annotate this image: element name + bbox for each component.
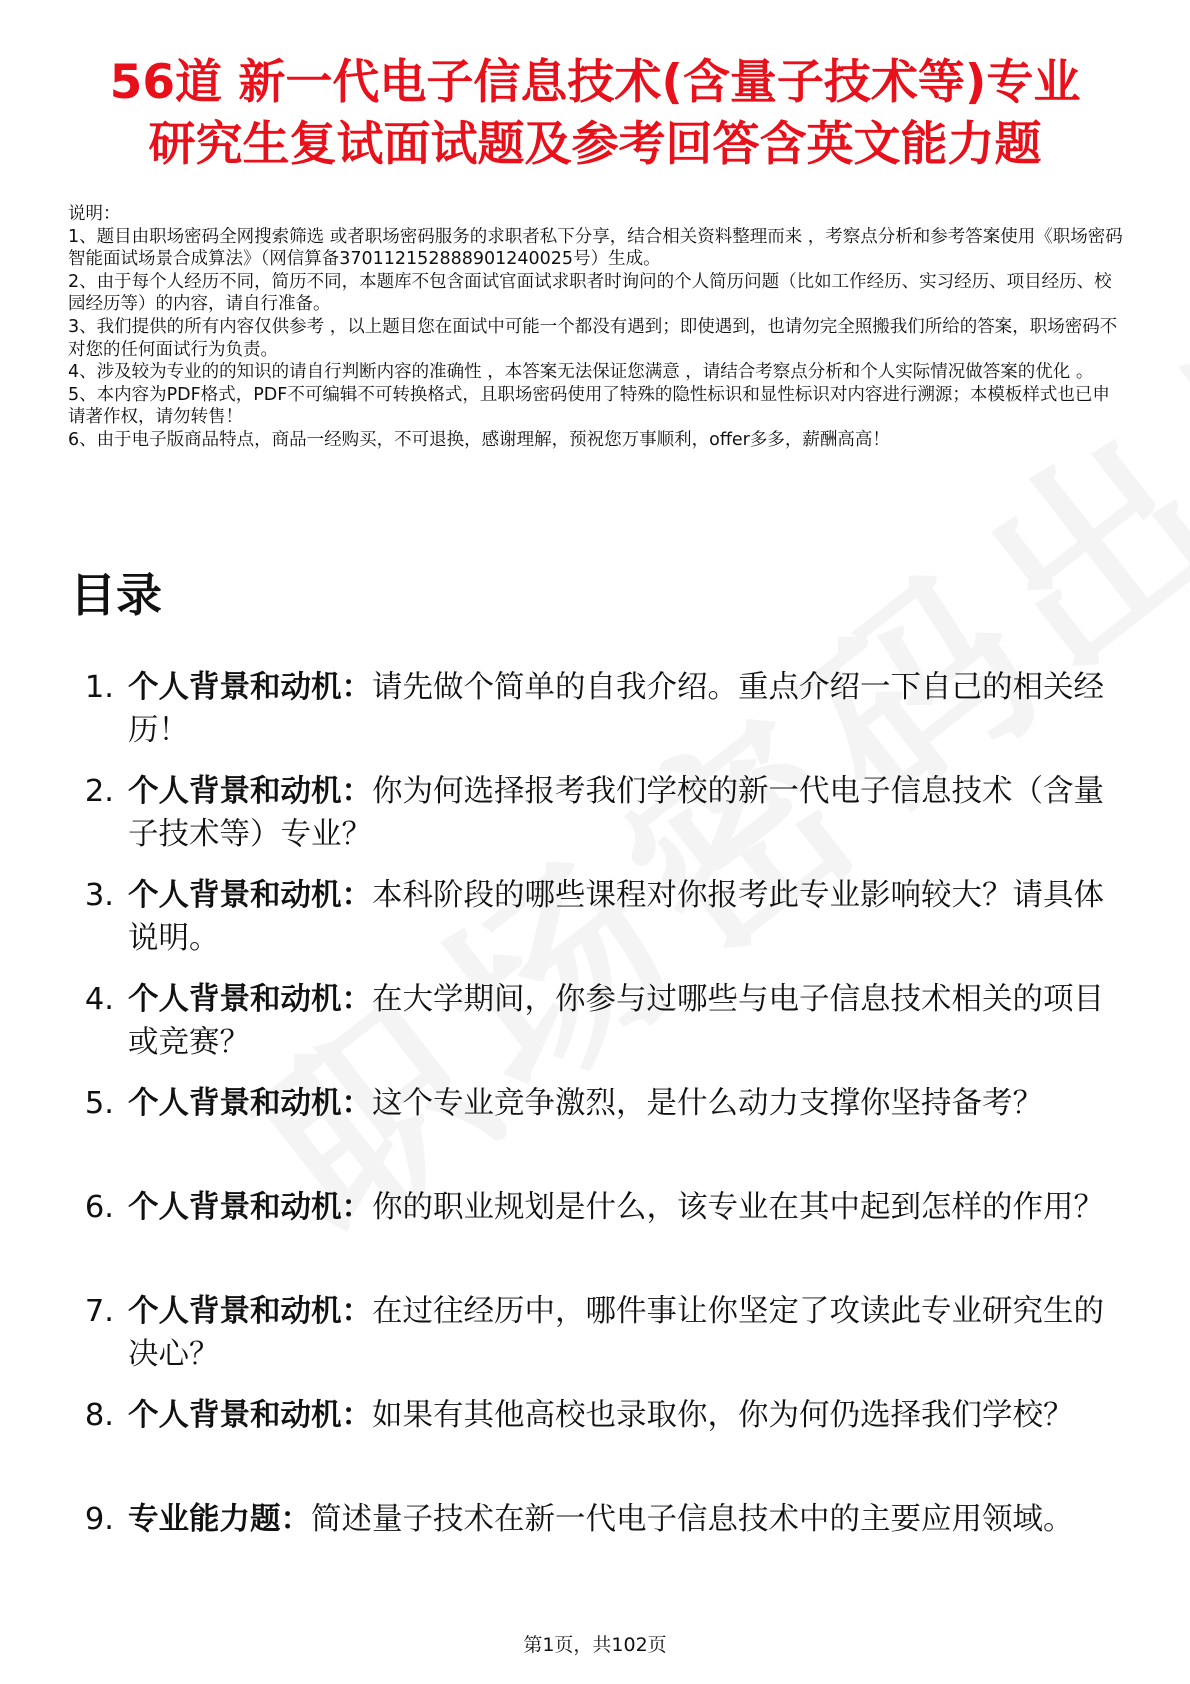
toc-item-question: 简述量子技术在新一代电子信息技术中的主要应用领域。 bbox=[311, 1502, 1074, 1537]
toc-item[interactable] bbox=[70, 666, 1130, 752]
toc-item-category: 个人背景和动机： bbox=[128, 670, 372, 705]
document-title bbox=[40, 52, 1150, 176]
toc-item-number: 2. bbox=[84, 774, 114, 809]
toc-item-question: 如果有其他高校也录取你，你为何仍选择我们学校？ bbox=[372, 1398, 1074, 1433]
toc-heading: 目录 bbox=[70, 568, 162, 622]
toc-item-question: 在大学期间，你参与过哪些与电子信息技术相关的项目或竞赛？ bbox=[128, 982, 1104, 1060]
page-footer bbox=[0, 1633, 1190, 1657]
toc-list bbox=[70, 666, 1130, 1602]
toc-item-number: 8. bbox=[84, 1398, 114, 1433]
note-item: 1、题目由职场密码全网搜索筛选 或者职场密码服务的求职者私下分享，结合相关资料整理而来 ，考察点分析和参考答案使用《职场密码智能面试场景合成算法》（网信算备370112152888901240025号）生成。 bbox=[68, 226, 1123, 270]
toc-item-number: 3. bbox=[84, 878, 114, 913]
toc-item-category: 个人背景和动机： bbox=[128, 878, 372, 913]
toc-item[interactable] bbox=[70, 874, 1130, 960]
toc-item-number: 9. bbox=[84, 1502, 114, 1537]
toc-item-category: 个人背景和动机： bbox=[128, 1294, 372, 1329]
toc-item-category: 个人背景和动机： bbox=[128, 1190, 372, 1225]
toc-item-category: 个人背景和动机： bbox=[128, 1398, 372, 1433]
toc-item[interactable] bbox=[70, 1498, 1130, 1584]
toc-item-category: 个人背景和动机： bbox=[128, 1086, 372, 1121]
toc-item-question: 你的职业规划是什么，该专业在其中起到怎样的作用？ bbox=[372, 1190, 1104, 1225]
toc-item-category: 专业能力题： bbox=[128, 1502, 311, 1537]
toc-item-number: 1. bbox=[84, 670, 114, 705]
note-item: 3、我们提供的所有内容仅供参考 ，以上题目您在面试中可能一个都没有遇到；即使遇到，也请勿完全照搬我们所给的答案，职场密码不对您的任何面试行为负责。 bbox=[68, 316, 1118, 360]
note-item: 2、由于每个人经历不同，简历不同，本题库不包含面试官面试求职者时询问的个人简历问题（比如工作经历、实习经历、项目经历、校园经历等）的内容，请自行准备。 bbox=[68, 271, 1112, 315]
toc-item-number: 6. bbox=[84, 1190, 114, 1225]
notes-section bbox=[68, 203, 1126, 452]
note-item: 4、涉及较为专业的的知识的请自行判断内容的准确性 ，本答案无法保证您满意 ，请结合考察点分析和个人实际情况做答案的优化 。 bbox=[68, 362, 1094, 383]
toc-item-category: 个人背景和动机： bbox=[128, 982, 372, 1017]
toc-item[interactable] bbox=[70, 1186, 1130, 1272]
toc-item[interactable] bbox=[70, 1394, 1130, 1480]
toc-item-number: 7. bbox=[84, 1294, 114, 1329]
title-line-1: 56道 新一代电子信息技术(含量子技术等)专业 bbox=[109, 55, 1081, 110]
toc-item-number: 5. bbox=[84, 1086, 114, 1121]
toc-item[interactable] bbox=[70, 1290, 1130, 1376]
toc-item-question: 在过往经历中，哪件事让你坚定了攻读此专业研究生的决心？ bbox=[128, 1294, 1104, 1372]
toc-item-question: 本科阶段的哪些课程对你报考此专业影响较大？请具体说明。 bbox=[128, 878, 1104, 956]
toc-item-question: 你为何选择报考我们学校的新一代电子信息技术（含量子技术等）专业？ bbox=[128, 774, 1104, 852]
toc-item-question: 这个专业竞争激烈，是什么动力支撑你坚持备考？ bbox=[372, 1086, 1043, 1121]
note-item: 5、本内容为PDF格式，PDF不可编辑不可转换格式，且职场密码使用了特殊的隐性标识和显性标识对内容进行溯源；本模板样式也已申请著作权，请勿转售！ bbox=[68, 384, 1110, 428]
toc-item[interactable] bbox=[70, 1082, 1130, 1168]
toc-item-category: 个人背景和动机： bbox=[128, 774, 372, 809]
page-number: 第1页，共102页 bbox=[523, 1634, 667, 1656]
notes-heading: 说明： bbox=[68, 204, 121, 224]
note-item: 6、由于电子版商品特点，商品一经购买，不可退换，感谢理解，预祝您万事顺利，offer多多，薪酬高高！ bbox=[68, 429, 890, 450]
toc-item[interactable] bbox=[70, 770, 1130, 856]
toc-item[interactable] bbox=[70, 978, 1130, 1064]
toc-item-number: 4. bbox=[84, 982, 114, 1017]
toc-item-question: 请先做个简单的自我介绍。重点介绍一下自己的相关经历！ bbox=[128, 670, 1104, 748]
title-line-2: 研究生复试面试题及参考回答含英文能力题 bbox=[148, 117, 1042, 172]
